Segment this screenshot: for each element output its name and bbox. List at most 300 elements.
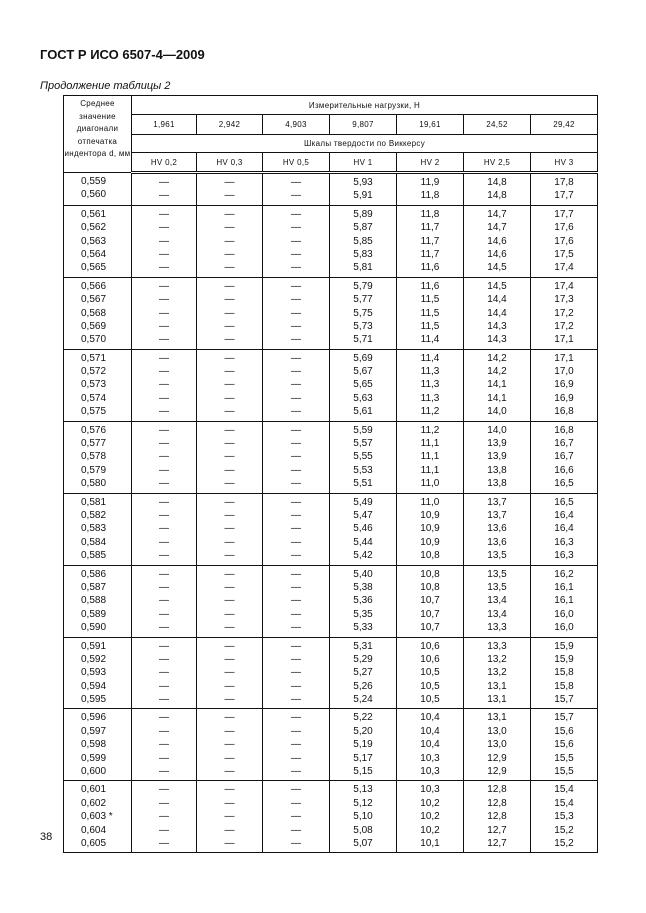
hardness-cell (263, 637, 330, 709)
hardness-value: — (224, 464, 235, 476)
hardness-cell (531, 349, 598, 421)
hardness-value: 5,69 (353, 352, 373, 364)
hardness-value: — (159, 667, 169, 679)
hardness-value: 5,57 (353, 438, 373, 450)
hardness-value: 5,65 (353, 379, 373, 391)
diagonal-value: 0,570 (81, 334, 107, 346)
hardness-value: — (224, 222, 235, 234)
hardness-cell (132, 565, 197, 637)
hardness-value: 16,0 (554, 608, 574, 620)
hardness-value: — (291, 797, 301, 809)
hardness-cell (397, 173, 464, 206)
diagonal-value: 0,581 (81, 496, 107, 508)
hardness-value: — (291, 568, 301, 580)
hardness-value: 10,3 (420, 784, 440, 796)
hardness-value: — (224, 640, 235, 652)
hardness-value: 13,5 (487, 581, 507, 593)
hardness-value: 5,93 (353, 177, 373, 188)
row-group (64, 493, 598, 565)
hardness-value: 5,75 (353, 307, 373, 319)
hardness-value: 14,1 (487, 379, 507, 391)
hardness-value: — (291, 334, 301, 346)
hardness-value: — (224, 496, 235, 508)
hardness-value: — (291, 307, 301, 319)
diagonal-value: 0,591 (81, 640, 107, 652)
hardness-value: 5,81 (353, 262, 373, 274)
hardness-value: — (224, 262, 235, 274)
hardness-value: 11,9 (420, 177, 440, 188)
hardness-value: 17,7 (554, 208, 574, 220)
hardness-value: — (159, 536, 169, 548)
diagonal-value: 0,571 (81, 352, 107, 364)
hardness-value: — (291, 424, 301, 436)
hardness-value: 13,5 (487, 550, 507, 562)
hardness-value: 5,91 (353, 190, 373, 202)
hardness-value: — (291, 640, 301, 652)
hardness-value: 12,9 (487, 752, 507, 764)
hardness-value: — (159, 712, 169, 724)
diagonal-value: 0,564 (81, 248, 107, 260)
hardness-value: 11,7 (420, 222, 440, 234)
diagonal-value: 0,586 (81, 568, 107, 580)
hardness-value: 5,89 (353, 208, 373, 220)
hardness-value: 5,42 (353, 550, 373, 562)
hardness-value: 5,73 (353, 320, 373, 332)
hardness-value: 17,4 (554, 262, 574, 274)
hardness-value: 14,8 (487, 177, 507, 188)
hardness-value: 5,59 (353, 424, 373, 436)
hardness-value: — (224, 190, 235, 202)
hardness-cell (397, 277, 464, 349)
hardness-value: — (291, 366, 301, 378)
hardness-value: — (291, 478, 301, 490)
hardness-value: 5,12 (353, 797, 373, 809)
hardness-value: 16,1 (554, 581, 574, 593)
hardness-cell (397, 349, 464, 421)
hardness-value: 15,8 (554, 667, 574, 679)
hardness-value: — (224, 523, 235, 535)
hardness-value: 5,61 (353, 406, 373, 418)
hardness-cell (132, 349, 197, 421)
hardness-cell (263, 349, 330, 421)
diagonal-value: 0,588 (81, 595, 107, 607)
hardness-cell (263, 493, 330, 565)
hardness-value: — (159, 379, 169, 391)
hardness-value: — (224, 837, 235, 849)
diagonal-value: 0,603 * (81, 811, 113, 823)
hardness-cell (464, 205, 531, 277)
hardness-cell (531, 277, 598, 349)
hardness-value: 10,4 (420, 712, 440, 724)
hardness-value: — (224, 536, 235, 548)
table-row (64, 205, 598, 277)
hardness-value: — (224, 811, 235, 823)
hardness-value: 14,7 (487, 222, 507, 234)
diagonal-value: 0,574 (81, 392, 107, 404)
hardness-value: — (159, 608, 169, 620)
hardness-value: 10,8 (420, 581, 440, 593)
hardness-value: — (159, 766, 169, 778)
hardness-value: 10,9 (420, 509, 440, 521)
hardness-value: 11,2 (420, 406, 440, 418)
hardness-value: 11,5 (420, 307, 440, 319)
hardness-value: 14,1 (487, 392, 507, 404)
hardness-value: 10,7 (420, 622, 440, 634)
hardness-value: — (291, 837, 301, 849)
hardness-value: — (224, 694, 235, 706)
hardness-value: 11,1 (420, 451, 440, 463)
diagonal-value: 0,604 (81, 824, 107, 836)
hardness-value: — (224, 280, 235, 292)
hardness-value: — (291, 536, 301, 548)
hardness-value: — (224, 766, 235, 778)
hardness-value: — (291, 712, 301, 724)
hardness-cell (132, 421, 197, 493)
hardness-value: — (224, 581, 235, 593)
hardness-cell (132, 173, 197, 206)
hardness-cell (197, 493, 263, 565)
scale-header: HV 1 (330, 153, 397, 173)
hardness-value: 17,3 (554, 294, 574, 306)
hardness-value: — (291, 550, 301, 562)
hardness-value: 15,7 (554, 712, 574, 724)
diagonal-cell (64, 277, 132, 349)
diagonal-value: 0,561 (81, 208, 107, 220)
hardness-value: 13,7 (487, 496, 507, 508)
hardness-value: 5,19 (353, 739, 373, 751)
hardness-value: — (291, 208, 301, 220)
hardness-value: 5,79 (353, 280, 373, 292)
row-group (64, 173, 598, 206)
hardness-cell (197, 781, 263, 853)
hardness-value: — (291, 811, 301, 823)
hardness-value: 15,9 (554, 640, 574, 652)
diagonal-cell (64, 781, 132, 853)
hardness-value: 5,44 (353, 536, 373, 548)
scales-header: Шкалы твердости по Виккерсу (132, 135, 598, 153)
hardness-value: 13,9 (487, 438, 507, 450)
hardness-value: — (224, 379, 235, 391)
hardness-cell (531, 493, 598, 565)
diagonal-value: 0,595 (81, 694, 107, 706)
table-row (64, 781, 598, 853)
hardness-value: — (159, 424, 169, 436)
diagonal-value: 0,578 (81, 451, 107, 463)
hardness-value: 5,27 (353, 667, 373, 679)
hardness-value: — (291, 653, 301, 665)
hardness-value: 10,8 (420, 568, 440, 580)
hardness-value: 15,5 (554, 752, 574, 764)
hardness-value: — (224, 712, 235, 724)
hardness-cell (464, 173, 531, 206)
hardness-value: 13,1 (487, 694, 507, 706)
diagonal-cell (64, 565, 132, 637)
table-row (64, 421, 598, 493)
hardness-value: — (291, 352, 301, 364)
hardness-value: 5,53 (353, 464, 373, 476)
hardness-value: 12,8 (487, 797, 507, 809)
diagonal-value: 0,593 (81, 667, 107, 679)
hardness-value: 5,46 (353, 523, 373, 535)
hardness-value: — (291, 392, 301, 404)
hardness-value: — (159, 235, 169, 247)
hardness-value: 16,3 (554, 536, 574, 548)
row-group (64, 709, 598, 781)
hardness-value: 15,9 (554, 653, 574, 665)
row-group (64, 421, 598, 493)
diagonal-value: 0,598 (81, 739, 107, 751)
hardness-value: 16,4 (554, 509, 574, 521)
hardness-value: — (159, 653, 169, 665)
hardness-value: — (224, 307, 235, 319)
hardness-value: 5,47 (353, 509, 373, 521)
hardness-value: — (159, 837, 169, 849)
hardness-value: — (159, 824, 169, 836)
hardness-value: — (291, 262, 301, 274)
hardness-value: 14,0 (487, 406, 507, 418)
hardness-cell (197, 277, 263, 349)
document-title: ГОСТ Р ИСО 6507-4—2009 (40, 47, 205, 62)
hardness-value: 17,1 (554, 352, 574, 364)
diagonal-value: 0,583 (81, 523, 107, 535)
hardness-value: — (159, 352, 169, 364)
scale-header: HV 2,5 (464, 153, 531, 173)
hardness-value: — (159, 208, 169, 220)
hardness-value: — (291, 248, 301, 260)
hardness-value: — (159, 262, 169, 274)
hardness-value: 13,0 (487, 725, 507, 737)
hardness-value: 16,5 (554, 496, 574, 508)
table-row (64, 637, 598, 709)
hardness-value: 15,4 (554, 784, 574, 796)
hardness-value: 5,31 (353, 640, 373, 652)
diagonal-value: 0,585 (81, 550, 107, 562)
hardness-value: 11,5 (420, 294, 440, 306)
hardness-value: 13,7 (487, 509, 507, 521)
hardness-value: — (224, 784, 235, 796)
diagonal-column-header: Среднее значение диагонали отпечатка индентора d, мм (64, 96, 132, 173)
hardness-value: — (291, 280, 301, 292)
hardness-value: — (224, 608, 235, 620)
hardness-value: — (224, 667, 235, 679)
diagonal-value: 0,601 (81, 784, 107, 796)
hardness-value: — (224, 451, 235, 463)
hardness-cell (330, 709, 397, 781)
hardness-cell (464, 637, 531, 709)
hardness-value: — (224, 680, 235, 692)
load-header: 24,52 (464, 115, 531, 135)
hardness-value: 16,0 (554, 622, 574, 634)
hardness-value: 17,6 (554, 222, 574, 234)
hardness-value: — (224, 177, 235, 188)
hardness-cell (132, 205, 197, 277)
diagonal-cell (64, 173, 132, 206)
hardness-value: 5,36 (353, 595, 373, 607)
hardness-value: 5,49 (353, 496, 373, 508)
diagonal-value: 0,575 (81, 406, 107, 418)
hardness-cell (132, 637, 197, 709)
diagonal-value: 0,600 (81, 766, 107, 778)
hardness-value: 10,2 (420, 824, 440, 836)
table-caption: Продолжение таблицы 2 (40, 80, 171, 92)
hardness-value: 16,9 (554, 392, 574, 404)
hardness-cell (531, 565, 598, 637)
page-number: 38 (40, 831, 53, 843)
hardness-value: — (224, 824, 235, 836)
diagonal-value: 0,562 (81, 222, 107, 234)
hardness-value: 10,5 (420, 667, 440, 679)
hardness-cell (397, 205, 464, 277)
hardness-cell (397, 421, 464, 493)
hardness-value: 12,7 (487, 837, 507, 849)
diagonal-value: 0,572 (81, 366, 107, 378)
load-header: 19,61 (397, 115, 464, 135)
table-row (64, 277, 598, 349)
hardness-value: — (159, 451, 169, 463)
hardness-value: 5,77 (353, 294, 373, 306)
hardness-value: — (224, 248, 235, 260)
hardness-value: 11,3 (420, 366, 440, 378)
hardness-cell (330, 781, 397, 853)
hardness-cell (464, 565, 531, 637)
hardness-cell (397, 565, 464, 637)
hardness-value: 12,9 (487, 766, 507, 778)
hardness-value: — (159, 222, 169, 234)
hardness-value: 16,9 (554, 379, 574, 391)
hardness-value: — (224, 568, 235, 580)
load-header: 4,903 (263, 115, 330, 135)
hardness-cell (330, 565, 397, 637)
hardness-value: 10,4 (420, 725, 440, 737)
diagonal-cell (64, 637, 132, 709)
row-group (64, 565, 598, 637)
hardness-value: — (291, 190, 301, 202)
hardness-value: 10,6 (420, 640, 440, 652)
hardness-value: — (291, 752, 301, 764)
hardness-cell (197, 349, 263, 421)
diagonal-value: 0,560 (81, 189, 107, 201)
hardness-cell (330, 637, 397, 709)
hardness-value: 17,4 (554, 280, 574, 292)
hardness-value: 12,8 (487, 811, 507, 823)
hardness-value: — (159, 190, 169, 202)
hardness-value: — (224, 797, 235, 809)
hardness-value: 10,7 (420, 608, 440, 620)
hardness-value: 5,13 (353, 784, 373, 796)
diagonal-value: 0,582 (81, 509, 107, 521)
hardness-value: — (159, 464, 169, 476)
hardness-cell (197, 565, 263, 637)
hardness-cell (330, 349, 397, 421)
hardness-value: 10,5 (420, 680, 440, 692)
diagonal-value: 0,568 (81, 307, 107, 319)
hardness-value: — (159, 334, 169, 346)
diagonal-cell (64, 493, 132, 565)
diagonal-value: 0,594 (81, 680, 107, 692)
hardness-cell (531, 421, 598, 493)
diagonal-cell (64, 205, 132, 277)
hardness-value: 14,3 (487, 334, 507, 346)
hardness-value: 11,8 (420, 208, 440, 220)
hardness-value: 13,4 (487, 608, 507, 620)
hardness-value: 5,51 (353, 478, 373, 490)
hardness-cell (531, 205, 598, 277)
hardness-value: 13,1 (487, 712, 507, 724)
hardness-value: — (159, 622, 169, 634)
hardness-value: 16,1 (554, 595, 574, 607)
hardness-value: 10,8 (420, 550, 440, 562)
hardness-value: 15,2 (554, 837, 574, 849)
diagonal-value: 0,563 (81, 235, 107, 247)
hardness-value: 15,8 (554, 680, 574, 692)
hardness-value: 10,4 (420, 739, 440, 751)
hardness-value: — (291, 694, 301, 706)
load-header: 1,961 (132, 115, 197, 135)
hardness-value: 11,6 (420, 262, 440, 274)
hardness-cell (263, 709, 330, 781)
diagonal-value: 0,584 (81, 536, 107, 548)
hardness-value: — (159, 568, 169, 580)
hardness-value: 14,2 (487, 366, 507, 378)
hardness-value: — (224, 550, 235, 562)
hardness-cell (531, 173, 598, 206)
diagonal-cell (64, 421, 132, 493)
hardness-value: 15,6 (554, 725, 574, 737)
hardness-value: 13,2 (487, 667, 507, 679)
load-header: 9,807 (330, 115, 397, 135)
hardness-cell (197, 637, 263, 709)
hardness-cell (464, 421, 531, 493)
hardness-value: 17,2 (554, 320, 574, 332)
hardness-value: — (291, 496, 301, 508)
hardness-value: 17,5 (554, 248, 574, 260)
hardness-value: — (291, 784, 301, 796)
hardness-value: — (159, 307, 169, 319)
hardness-value: 11,4 (420, 352, 440, 364)
diagonal-value: 0,565 (81, 262, 107, 274)
hardness-value: — (291, 320, 301, 332)
hardness-value: — (159, 392, 169, 404)
hardness-cell (263, 205, 330, 277)
hardness-cell (197, 421, 263, 493)
hardness-value: 11,7 (420, 248, 440, 260)
hardness-cell (197, 205, 263, 277)
hardness-value: — (159, 550, 169, 562)
hardness-value: 13,4 (487, 595, 507, 607)
hardness-value: — (291, 451, 301, 463)
hardness-value: 5,07 (353, 837, 373, 849)
row-group (64, 277, 598, 349)
hardness-value: — (159, 294, 169, 306)
loads-header: Измерительные нагрузки, Н (132, 96, 598, 115)
hardness-value: — (224, 320, 235, 332)
hardness-value: — (291, 725, 301, 737)
hardness-value: — (159, 581, 169, 593)
hardness-value: 13,1 (487, 680, 507, 692)
hardness-value: — (159, 366, 169, 378)
hardness-value: — (291, 438, 301, 450)
hardness-value: — (291, 523, 301, 535)
hardness-value: 16,8 (554, 424, 574, 436)
hardness-value: — (224, 725, 235, 737)
hardness-value: 12,8 (487, 784, 507, 796)
diagonal-value: 0,567 (81, 294, 107, 306)
hardness-cell (397, 637, 464, 709)
hardness-value: — (291, 667, 301, 679)
hardness-value: 5,20 (353, 725, 373, 737)
hardness-value: 10,5 (420, 694, 440, 706)
hardness-value: 14,4 (487, 307, 507, 319)
